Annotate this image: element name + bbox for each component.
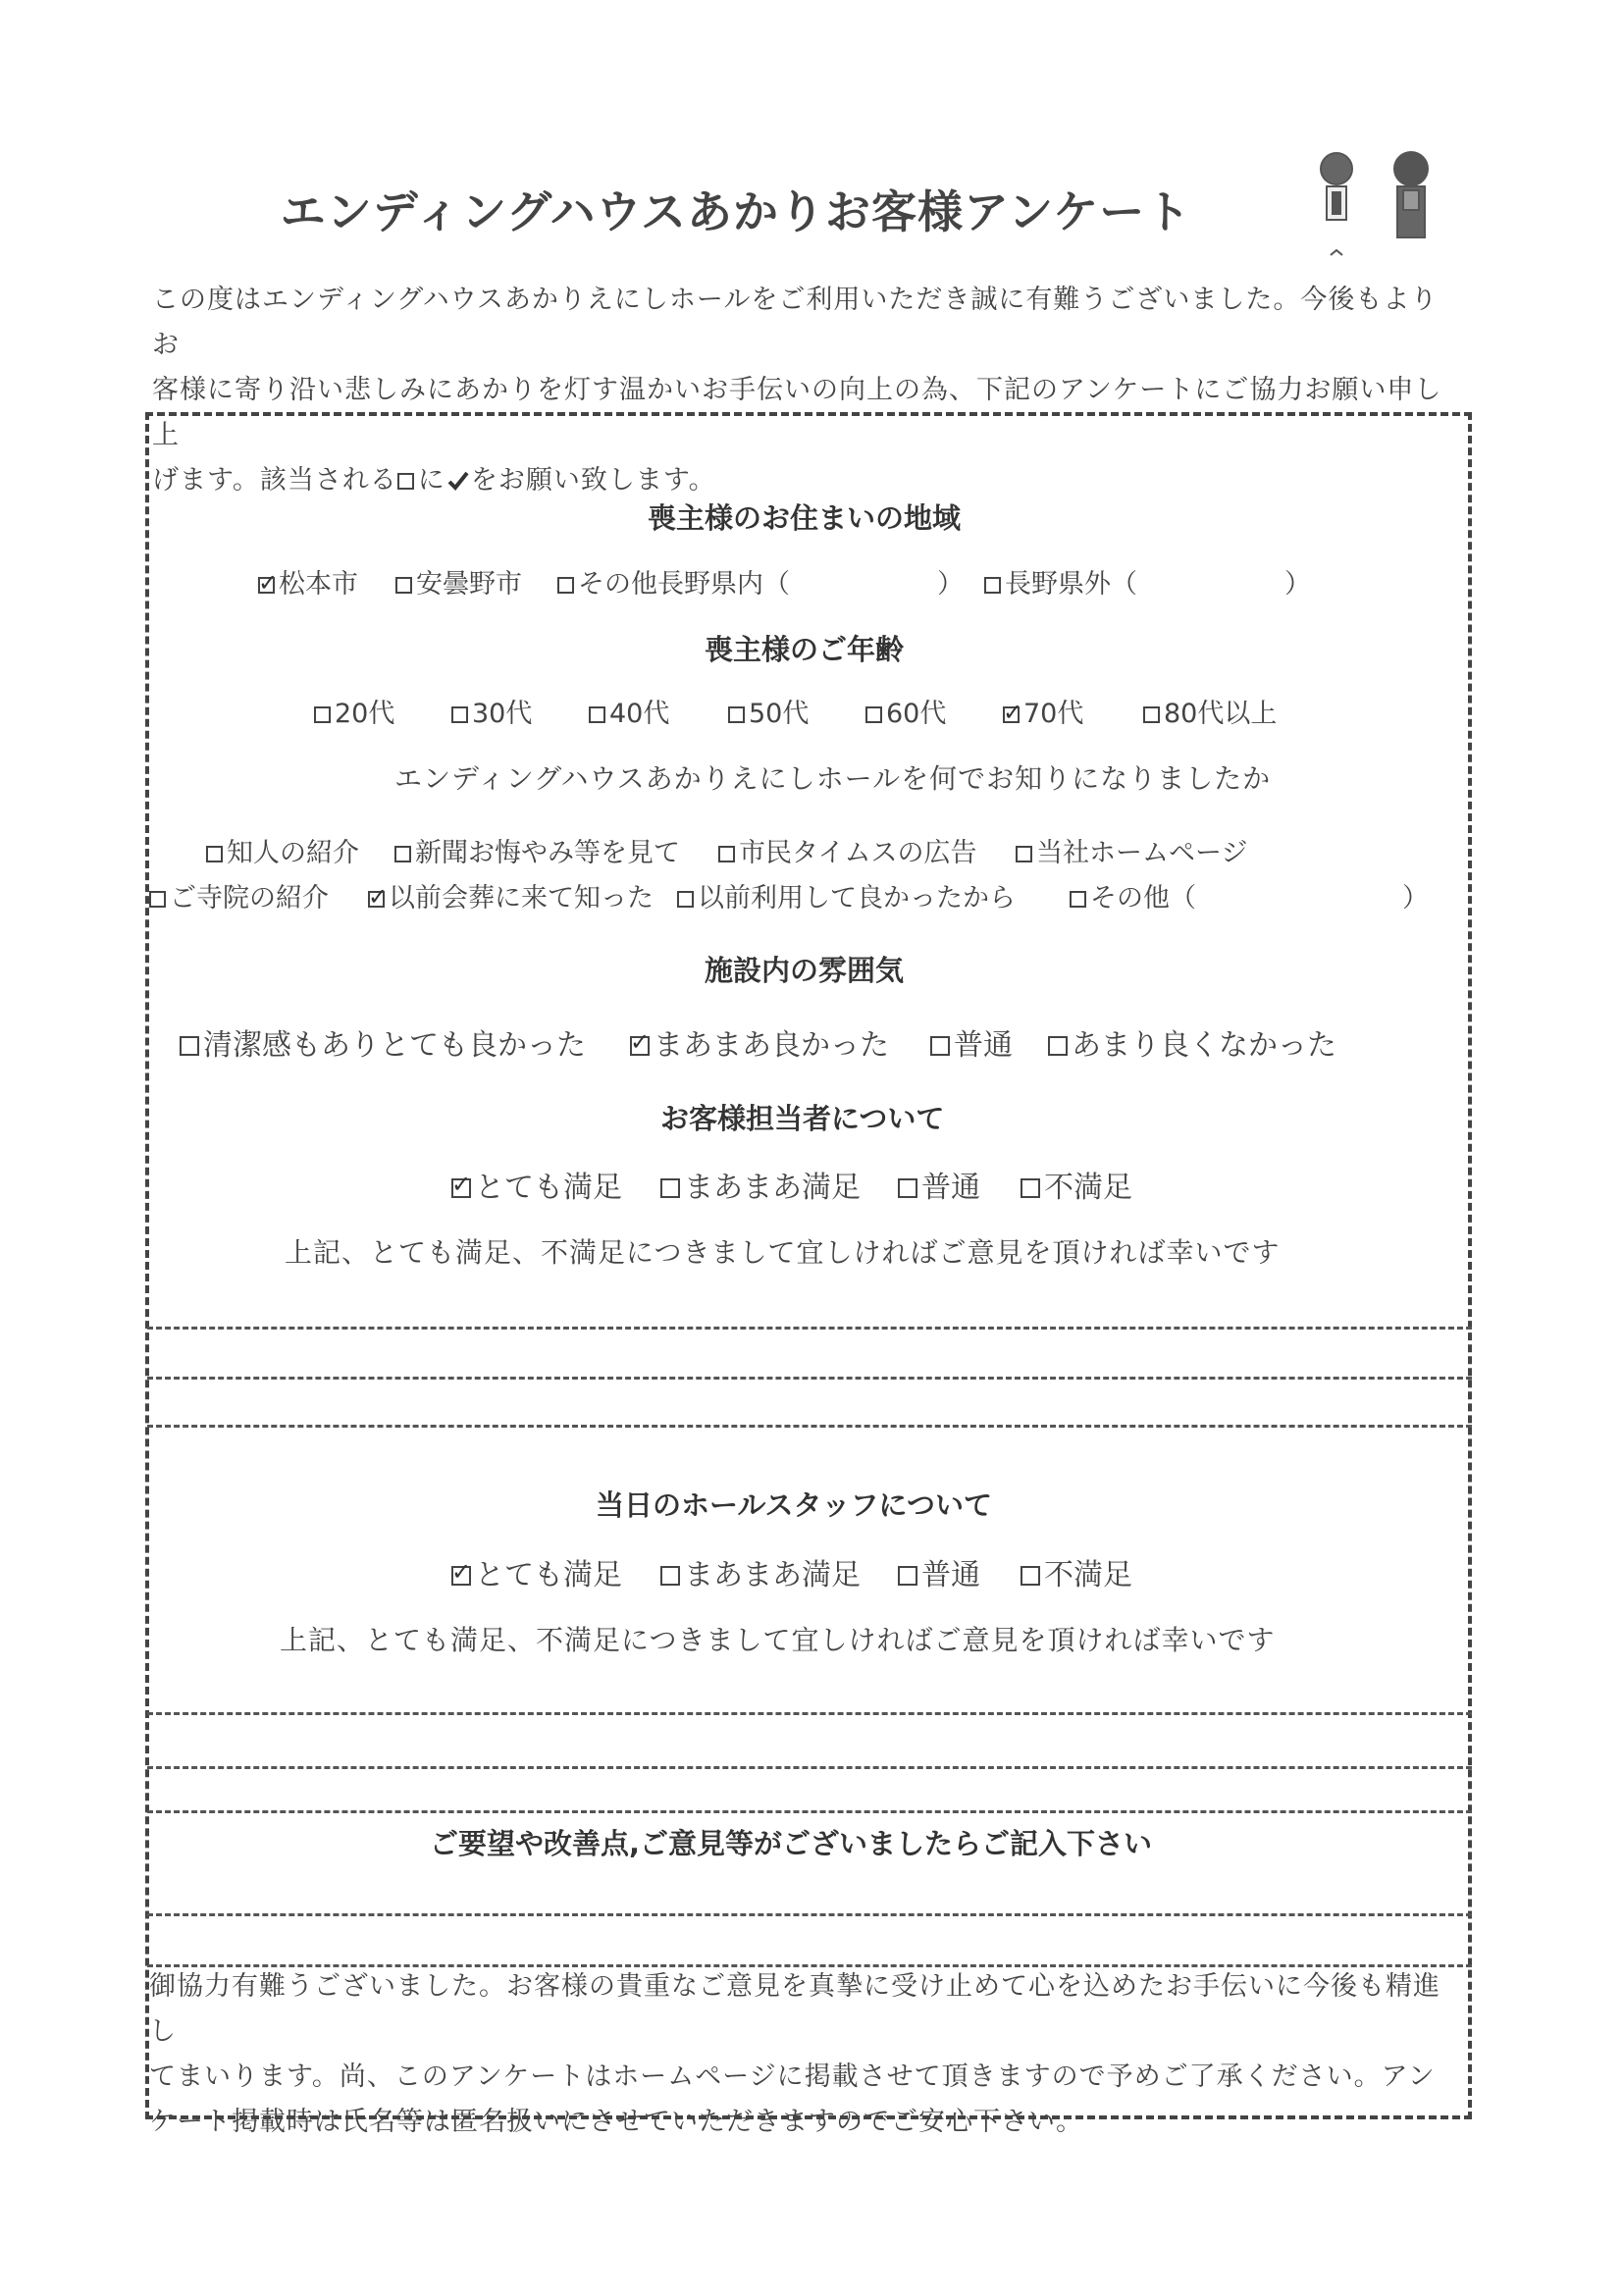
option-region-matsumoto[interactable]: ✓松本市	[258, 562, 358, 600]
checkbox[interactable]	[451, 1178, 471, 1198]
option-source-homepage[interactable]: 当社ホームページ	[1016, 831, 1247, 869]
checkbox[interactable]	[930, 1036, 950, 1056]
checkbox[interactable]	[1003, 706, 1020, 723]
staff-illustration	[1295, 147, 1452, 265]
option-hall-staff-fairly-satisfied[interactable]: まあまあ満足	[660, 1550, 861, 1593]
age-title: 喪主様のご年齢	[705, 633, 905, 666]
requests-title: ご要望や改善点,ご意見等がございましたらご記入下さい	[430, 1827, 1153, 1860]
option-region-outside-nagano[interactable]: 長野県外（ ）	[984, 562, 1311, 600]
hall-staff-comment-line[interactable]	[147, 1712, 1472, 1715]
option-atmosphere-not-good[interactable]: あまり良くなかった	[1048, 1020, 1336, 1064]
option-source-used-before[interactable]: 以前利用して良かったから	[677, 876, 1016, 914]
checkbox[interactable]	[589, 706, 605, 723]
staff-comment-prompt: 上記、とても満足、不満足につきまして宜しければご意見を頂ければ幸いです	[285, 1236, 1281, 1269]
option-staff-fairly-satisfied[interactable]: まあまあ満足	[660, 1163, 861, 1206]
checkbox[interactable]	[677, 891, 694, 908]
checkbox[interactable]	[1143, 706, 1160, 723]
hall-staff-comment-line[interactable]	[147, 1810, 1472, 1813]
staff-comment-line[interactable]	[147, 1327, 1472, 1330]
checkbox[interactable]	[206, 846, 223, 862]
intro-line-1: この度はエンディングハウスあかりえにしホールをご利用いただき誠に有難うございました。今後もよりお	[152, 285, 1439, 360]
checkbox[interactable]	[718, 846, 735, 862]
option-source-other[interactable]: その他（ ）	[1070, 876, 1429, 914]
checkbox[interactable]	[451, 1566, 471, 1586]
survey-title: エンディングハウスあかりお客様アンケート	[280, 185, 1192, 238]
option-source-newspaper[interactable]: 新聞お悔やみ等を見て	[394, 831, 680, 869]
checkbox[interactable]	[149, 891, 166, 908]
option-hall-staff-very-satisfied[interactable]: ✓とても満足	[451, 1550, 622, 1593]
checkbox[interactable]	[395, 577, 412, 594]
option-atmosphere-fairly-good[interactable]: ✓ まあまあ良かった	[630, 1020, 889, 1064]
checkbox[interactable]	[180, 1036, 199, 1056]
option-region-azumino[interactable]: 安曇野市	[395, 562, 522, 600]
atmosphere-title: 施設内の雰囲気	[705, 954, 905, 987]
checkbox[interactable]	[314, 706, 331, 723]
region-title: 喪主様のお住まいの地域	[648, 501, 962, 535]
option-age-80s-plus[interactable]: 80代以上	[1143, 692, 1277, 730]
checkbox[interactable]	[728, 706, 745, 723]
option-staff-average[interactable]: 普通	[898, 1163, 980, 1206]
option-atmosphere-average[interactable]: 普通	[930, 1020, 1013, 1064]
checkbox[interactable]	[557, 577, 574, 594]
hall-staff-comment-prompt: 上記、とても満足、不満足につきまして宜しければご意見を頂ければ幸いです	[280, 1624, 1276, 1656]
option-age-30s[interactable]: 30代	[451, 692, 532, 730]
intro-line-3a: げます。該当される	[152, 465, 397, 496]
checkbox[interactable]	[451, 706, 468, 723]
checkbox[interactable]	[630, 1036, 650, 1056]
option-region-other-nagano[interactable]: その他長野県内（ ）	[557, 562, 964, 600]
closing-line-3: ケート掲載時は氏名等は匿名扱いにさせていただきますのでご安心下さい。	[149, 2107, 1083, 2137]
intro-line-3b: に	[417, 465, 445, 496]
option-hall-staff-average[interactable]: 普通	[898, 1550, 980, 1593]
source-title: エンディングハウスあかりえにしホールを何でお知りになりましたか	[394, 762, 1272, 795]
checkbox[interactable]	[1070, 891, 1086, 908]
checkbox[interactable]	[660, 1566, 680, 1586]
intro-line-2: 客様に寄り沿い悲しみにあかりを灯す温かいお手伝いの向上の為、下記のアンケートにご協力お願い申し上	[152, 375, 1442, 450]
intro-line-3c: をお願い致します。	[470, 465, 716, 496]
hall-staff-title: 当日のホールスタッフについて	[596, 1488, 992, 1522]
option-staff-very-satisfied[interactable]: ✓とても満足	[451, 1163, 622, 1206]
option-age-50s[interactable]: 50代	[728, 692, 809, 730]
checkbox[interactable]	[1048, 1036, 1068, 1056]
option-hall-staff-dissatisfied[interactable]: 不満足	[1021, 1550, 1132, 1593]
checkbox[interactable]	[1021, 1566, 1040, 1586]
option-age-20s[interactable]: 20代	[314, 692, 394, 730]
checkbox[interactable]	[984, 577, 1001, 594]
option-age-70s[interactable]: ✓ 70代	[1003, 692, 1083, 730]
option-staff-dissatisfied[interactable]: 不満足	[1021, 1163, 1132, 1206]
closing-line-1: 御協力有難うございました。お客様の貴重なご意見を真摯に受け止めて心を込めたお手伝いに今後も精進し	[149, 1971, 1440, 2047]
option-source-temple[interactable]: ご寺院の紹介	[149, 876, 329, 914]
checkbox[interactable]	[898, 1178, 917, 1198]
closing-line-2: てまいります。尚、このアンケートはホームページに掲載させて頂きますので予めご了承ください。アン	[149, 2061, 1436, 2092]
checkbox[interactable]	[258, 577, 275, 594]
option-atmosphere-clean-very-good[interactable]: 清潔感もありとても良かった	[180, 1020, 586, 1064]
hall-staff-comment-line[interactable]	[147, 1766, 1472, 1769]
staff-comment-line[interactable]	[147, 1425, 1472, 1428]
option-age-60s[interactable]: 60代	[865, 692, 946, 730]
checkbox[interactable]	[1016, 846, 1032, 862]
option-source-previous-funeral[interactable]: ✓ 以前会葬に来て知った	[368, 876, 654, 914]
checkbox[interactable]	[865, 706, 882, 723]
checkbox[interactable]	[394, 846, 411, 862]
checkbox[interactable]	[898, 1566, 917, 1586]
staff-comment-line[interactable]	[147, 1377, 1472, 1380]
checkbox[interactable]	[660, 1178, 680, 1198]
checkbox[interactable]	[368, 891, 385, 908]
requests-comment-line[interactable]	[147, 1913, 1472, 1916]
option-age-40s[interactable]: 40代	[589, 692, 669, 730]
checkbox[interactable]	[1021, 1178, 1040, 1198]
option-source-acquaintance[interactable]: 知人の紹介	[206, 831, 359, 869]
closing-text	[149, 1964, 1464, 2145]
staff-title: お客様担当者について	[660, 1102, 945, 1135]
option-source-shimin-times[interactable]: 市民タイムスの広告	[718, 831, 976, 869]
